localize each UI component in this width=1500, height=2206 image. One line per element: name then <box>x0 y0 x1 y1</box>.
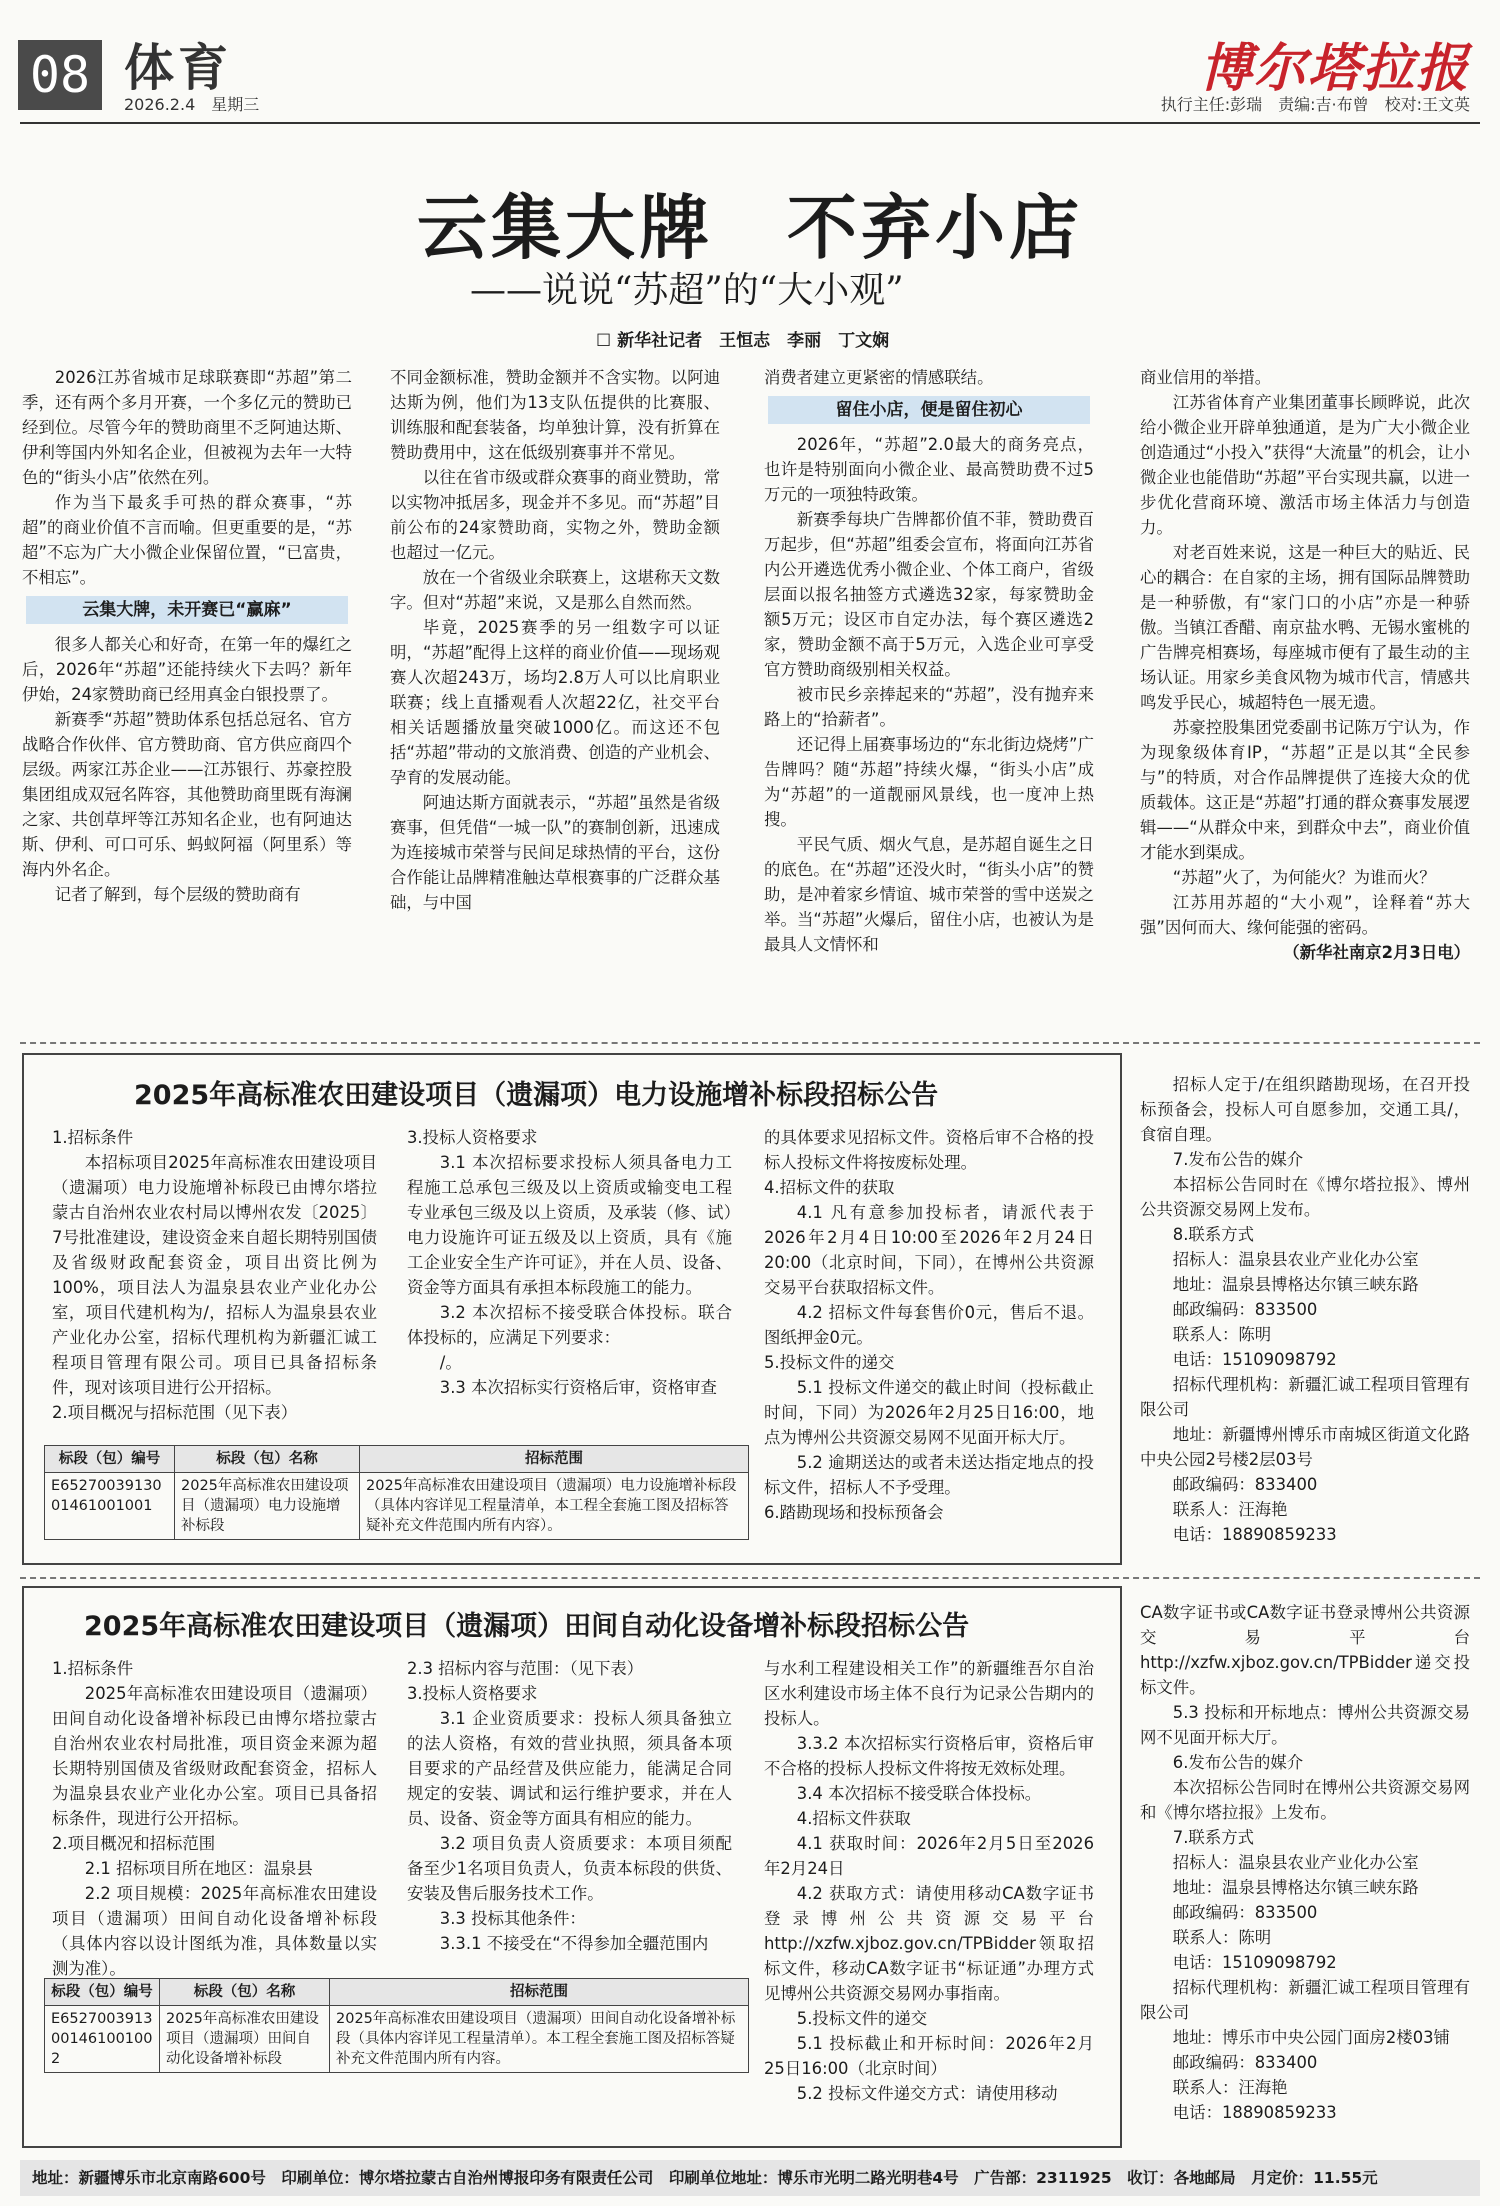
paragraph: 阿迪达斯方面就表示，“苏超”虽然是省级赛事，但凭借“一城一队”的赛制创新，迅速成为连接城市荣誉与民间足球热情的平台，这份合作能让品牌精准触达草根赛事的广泛群众基础，与中国 <box>390 793 720 912</box>
article-col-4 <box>1140 365 1470 965</box>
paragraph: 不同金额标准，赞助金额并不含实物。以阿迪达斯为例，他们为13支队伍提供的比赛服、训练服和配套装备，均单独计算，没有折算在赞助费用中，这在低级别赛事并不常见。 <box>390 368 720 462</box>
paragraph: 2.1 招标项目所在地区：温泉县 <box>84 1859 313 1878</box>
paragraph: 记者了解到，每个层级的赞助商有 <box>54 885 301 904</box>
paragraph: 放在一个省级业余联赛上，这堪称天文数字。但对“苏超”来说，又是那么自然而然。 <box>390 568 720 612</box>
paragraph: 与水利工程建设相关工作”的新疆维吾尔自治区水利建设市场主体不良行为记录公告期内的投标人。 <box>764 1659 1094 1728</box>
paragraph: 3.1 企业资质要求：投标人须具备独立的法人资格，有效的营业执照，须具备本项目要求的产品经营及供应能力，能满足合同规定的安装、调试和运行维护要求，并在人员、设备、资金等方面具有相应的能力。 <box>407 1709 732 1828</box>
table-header: 标段（包）编号 <box>45 1979 160 2006</box>
paragraph: CA数字证书或CA数字证书登录博州公共资源交易平台http://xzfw.xjboz.gov.cn/TPBidder递交投标文件。 <box>1140 1603 1470 1697</box>
dateline: （新华社南京2月3日电） <box>1283 943 1470 962</box>
paragraph: 招标代理机构：新疆汇诚工程项目管理有限公司 <box>1140 1978 1470 2022</box>
table-cell: E6527003913001461001002 <box>45 2006 160 2073</box>
editors-line: 执行主任:彭瑞 责编:吉·布曾 校对:王文英 <box>1160 95 1470 114</box>
paragraph: 本次招标公告同时在博州公共资源交易网和《博尔塔拉报》上发布。 <box>1140 1778 1470 1822</box>
paragraph: 5.1 投标截止和开标时间：2026年2月25日16:00（北京时间） <box>764 2034 1094 2078</box>
table-header: 标段（包）编号 <box>45 1446 175 1473</box>
paragraph: 2.项目概况和招标范围 <box>52 1834 216 1853</box>
paragraph: 邮政编码：833400 <box>1172 2053 1318 2072</box>
paragraph: 3.3 投标其他条件： <box>439 1909 586 1928</box>
paragraph: 被市民乡亲捧起来的“苏超”，没有抛弃来路上的“拾薪者”。 <box>764 685 1094 729</box>
paragraph: “苏超”火了，为何能火？为谁而火？ <box>1172 868 1436 887</box>
table-cell: 2025年高标准农田建设项目（遗漏项）田间自动化设备增补标段 <box>160 2006 330 2073</box>
paragraph: 对老百姓来说，这是一种巨大的贴近、民心的耦合：在自家的主场，拥有国际品牌赞助是一种骄傲，有“家门口的小店”亦是一种骄傲。当镇江香醋、南京盐水鸭、无锡水蜜桃的广告牌亮相赛场，每座城市便有了最生动的主场认证。用家乡美食风物为城市代言，情感共鸣发乎民心，城超特色一展无遗。 <box>1140 543 1470 712</box>
paragraph: 本招标项目2025年高标准农田建设项目（遗漏项）电力设施增补标段已由博尔塔拉蒙古自治州农业农村局以博州农发〔2025〕7号批准建设，建设资金来自超长期特别国债及省级财政配套资金，项目出资比例为100%，项目法人为温泉县农业产业化办公室，项目代建机构为/，招标人为温泉县农业产业化办公室，招标代理机构为新疆汇诚工程项目管理有限公司。项目已具备招标条件，现对该项目进行公开招标。 <box>52 1153 377 1397</box>
paragraph: 5.1 投标文件递交的截止时间（投标截止时间，下同）为2026年2月25日16:00，地点为博州公共资源交易网不见面开标大厅。 <box>764 1378 1094 1447</box>
section-head: 留住小店，便是留住初心 <box>768 396 1090 424</box>
paragraph: 4.1 凡有意参加投标者，请派代表于2026年2月4日10:00至2026年2月24日20:00（北京时间，下同），在博州公共资源交易平台获取招标文件。 <box>764 1203 1094 1297</box>
page-number: 08 <box>18 40 102 110</box>
paragraph: 消费者建立更紧密的情感联结。 <box>764 368 994 387</box>
issue-date <box>124 92 259 115</box>
notice-1-col-4 <box>1140 1072 1470 1547</box>
table-cell: E6527003913001461001001 <box>45 1473 175 1540</box>
notice-col <box>764 1656 1094 2106</box>
notice-title: 2025年高标准农田建设项目（遗漏项）电力设施增补标段招标公告 <box>134 1080 939 1111</box>
paragraph: 电话：15109098792 <box>1172 1953 1337 1972</box>
paragraph: 毕竟，2025赛季的另一组数字可以证明，“苏超”配得上这样的商业价值——现场观赛人次超243万，场均2.8万人可以比肩职业联赛；线上直播观看人次超22亿，社交平台相关话题播放量突破1000亿。而这还不包括“苏超”带动的文旅消费、创造的产业机会、孕育的发展动能。 <box>390 618 720 787</box>
paragraph: 的具体要求见招标文件。资格后审不合格的投标人投标文件将按废标处理。 <box>764 1128 1094 1172</box>
paragraph: 3.2 本次招标不接受联合体投标。联合体投标的，应满足下列要求： <box>407 1303 732 1347</box>
subheadline: ——说说“苏超”的“大小观” <box>470 270 904 311</box>
paragraph: 邮政编码：833400 <box>1172 1475 1318 1494</box>
paragraph: 还记得上届赛事场边的“东北街边烧烤”广告牌吗？随“苏超”持续火爆，“街头小店”成为“苏超”的一道靓丽风景线，也一度冲上热搜。 <box>764 735 1094 829</box>
table-cell: 2025年高标准农田建设项目（遗漏项）电力设施增补标段 <box>175 1473 360 1540</box>
paragraph: 2026年，“苏超”2.0最大的商务亮点，也许是特别面向小微企业、最高赞助费不过5万元的一项独特政策。 <box>764 435 1094 504</box>
notice-col <box>52 1656 377 1981</box>
table-header-row <box>45 1979 749 2006</box>
paragraph: 联系人：汪海艳 <box>1172 1500 1288 1519</box>
bid-table <box>44 1445 749 1540</box>
paragraph: 联系人：汪海艳 <box>1172 2078 1288 2097</box>
notice-col <box>407 1656 732 1956</box>
paragraph: 本招标公告同时在《博尔塔拉报》、博州公共资源交易网上发布。 <box>1140 1175 1470 1219</box>
section-title: 体育 <box>124 39 232 97</box>
paragraph: 5.投标文件的递交 <box>796 2009 928 2028</box>
paragraph: 3.投标人资格要求 <box>407 1128 538 1147</box>
paragraph: 招标代理机构：新疆汇诚工程项目管理有限公司 <box>1140 1375 1470 1419</box>
paragraph: 2.3 招标内容与范围：（见下表） <box>407 1659 644 1678</box>
header-rule <box>20 122 1480 124</box>
paragraph: 3.4 本次招标不接受联合体投标。 <box>796 1784 1042 1803</box>
paragraph: 2.2 项目规模：2025年高标准农田建设项目（遗漏项）田间自动化设备增补标段（具体内容以设计图纸为准，具体数量以实测为准）。 <box>52 1884 377 1978</box>
byline-box-icon: ☐ <box>596 331 618 351</box>
paragraph: 3.3.1 不接受在“不得参加全疆范围内 <box>439 1934 709 1953</box>
paragraph: 4.2 招标文件每套售价0元，售后不退。图纸押金0元。 <box>764 1303 1094 1347</box>
table-cell: 2025年高标准农田建设项目（遗漏项）电力设施增补标段（具体内容详见工程量清单，本工程全套施工图及招标答疑补充文件范围内所有内容）。 <box>360 1473 749 1540</box>
byline-text: 新华社记者 王恒志 李丽 丁文娴 <box>617 331 890 351</box>
article-col-1 <box>22 365 352 907</box>
paragraph: 地址：新疆博州博乐市南城区街道文化路中央公园2号楼2层03号 <box>1140 1425 1470 1469</box>
paragraph: 4.招标文件的获取 <box>764 1178 895 1197</box>
paragraph: 地址：温泉县博格达尔镇三峡东路 <box>1172 1878 1419 1897</box>
paragraph: 4.招标文件获取 <box>796 1809 911 1828</box>
headline: 云集大牌 不弃小店 <box>417 186 1083 269</box>
table-header-row <box>45 1446 749 1473</box>
article-col-2 <box>390 365 720 915</box>
paragraph: 招标人：温泉县农业产业化办公室 <box>1172 1250 1419 1269</box>
notice-col <box>407 1125 732 1400</box>
paragraph: 2026江苏省城市足球联赛即“苏超”第二季，还有两个多月开赛，一个多亿元的赞助已经到位。尽管今年的赞助商里不乏阿迪达斯、伊利等国内外知名企业，但被视为去年一大特色的“街头小店”依然在列。 <box>22 368 352 487</box>
table-cell: 2025年高标准农田建设项目（遗漏项）田间自动化设备增补标段（具体内容详见工程量清单）。本工程全套施工图及招标答疑补充文件范围内所有内容。 <box>330 2006 749 2073</box>
paragraph: 4.2 获取方式：请使用移动CA数字证书登录博州公共资源交易平台http://xzfw.xjboz.gov.cn/TPBidder领取招标文件，移动CA数字证书“标证通”办理方式见博州公共资源交易网办事指南。 <box>764 1884 1094 2003</box>
date: 2026.2.4 <box>124 95 196 114</box>
table-header: 标段（包）名称 <box>175 1446 360 1473</box>
paragraph: 新赛季“苏超”赞助体系包括总冠名、官方战略合作伙伴、官方赞助商、官方供应商四个层级。两家江苏企业——江苏银行、苏豪控股集团组成双冠名阵容，其他赞助商里既有海澜之家、共创草坪等江苏知名企业，也有阿迪达斯、伊利、可口可乐、蚂蚁阿福（阿里系）等海内外名企。 <box>22 710 352 879</box>
paragraph: 电话：15109098792 <box>1172 1350 1337 1369</box>
paragraph: 5.2 投标文件递交方式：请使用移动 <box>796 2084 1058 2103</box>
divider <box>20 1042 1480 1044</box>
paragraph: /。 <box>439 1353 462 1372</box>
paragraph: 以往在省市级或群众赛事的商业赞助，常以实物冲抵居多，现金并不多见。而“苏超”目前公布的24家赞助商，实物之外，赞助金额也超过一亿元。 <box>390 468 720 562</box>
table-row <box>45 1473 749 1540</box>
paragraph: 3.投标人资格要求 <box>407 1684 538 1703</box>
paragraph: 3.3 本次招标实行资格后审，资格审查 <box>439 1378 717 1397</box>
divider <box>20 1577 1480 1579</box>
paragraph: 地址：博乐市中央公园门面房2楼03铺 <box>1172 2028 1450 2047</box>
paragraph: 招标人：温泉县农业产业化办公室 <box>1172 1853 1419 1872</box>
paragraph: 1.招标条件 <box>52 1659 134 1678</box>
paragraph: 邮政编码：833500 <box>1172 1300 1318 1319</box>
paragraph: 5.2 逾期送达的或者未送达指定地点的投标文件，招标人不予受理。 <box>764 1453 1094 1497</box>
notice-col <box>764 1125 1094 1525</box>
weekday: 星期三 <box>211 95 260 114</box>
tender-notice-1 <box>22 1053 1122 1565</box>
paragraph: 7.发布公告的媒介 <box>1172 1150 1304 1169</box>
notice-title: 2025年高标准农田建设项目（遗漏项）田间自动化设备增补标段招标公告 <box>84 1611 970 1642</box>
table-header: 招标范围 <box>330 1979 749 2006</box>
paragraph: 8.联系方式 <box>1172 1225 1254 1244</box>
tender-notice-2 <box>22 1586 1122 2148</box>
paragraph: 平民气质、烟火气息，是苏超自诞生之日的底色。在“苏超”还没火时，“街头小店”的赞助，是冲着家乡情谊、城市荣誉的雪中送炭之举。当“苏超”火爆后，留住小店，也被认为是最具人文情怀和 <box>764 835 1094 954</box>
paragraph: 电话：18890859233 <box>1172 2103 1337 2122</box>
paragraph: 新赛季每块广告牌都价值不菲，赞助费百万起步，但“苏超”组委会宣布，将面向江苏省内公开遴选优秀小微企业、个体工商户，省级层面以报名抽签方式遴选32家，每家赞助金额5万元；设区市自定办法，每个赛区遴选2家，赞助金额不高于5万元，入选企业可享受官方赞助商级别相关权益。 <box>764 510 1094 679</box>
paragraph: 4.1 获取时间：2026年2月5日至2026年2月24日 <box>764 1834 1094 1878</box>
paragraph: 很多人都关心和好奇，在第一年的爆红之后，2026年“苏超”还能持续火下去吗？新年伊始，24家赞助商已经用真金白银投票了。 <box>22 635 352 704</box>
paragraph: 5.3 投标和开标地点：博州公共资源交易网不见面开标大厅。 <box>1140 1703 1470 1747</box>
article-col-3 <box>764 365 1094 957</box>
paragraph: 联系人：陈明 <box>1172 1928 1272 1947</box>
notice-2-col-4 <box>1140 1600 1470 2125</box>
masthead-logo: 博尔塔拉报 <box>1199 38 1470 99</box>
paragraph: 地址：温泉县博格达尔镇三峡东路 <box>1172 1275 1419 1294</box>
table-header: 标段（包）名称 <box>160 1979 330 2006</box>
paragraph: 6.发布公告的媒介 <box>1172 1753 1304 1772</box>
paragraph: 1.招标条件 <box>52 1128 134 1147</box>
paragraph: 3.2 项目负责人资质要求：本项目须配备至少1名项目负责人，负责本标段的供货、安装及售后服务技术工作。 <box>407 1834 732 1903</box>
paragraph: 作为当下最炙手可热的群众赛事，“苏超”的商业价值不言而喻。但更重要的是，“苏超”不忘为广大小微企业保留位置，“已富贵，不相忘”。 <box>22 493 352 587</box>
paragraph: 6.踏勘现场和投标预备会 <box>764 1503 944 1522</box>
paragraph: 苏豪控股集团党委副书记陈万宁认为，作为现象级体育IP，“苏超”正是以其“全民参与”的特质，对合作品牌提供了连接大众的优质载体。这正是“苏超”打通的群众赛事发展逻辑——“从群众中来，到群众中去”，商业价值才能水到渠成。 <box>1140 718 1470 862</box>
paragraph: 3.1 本次招标要求投标人须具备电力工程施工总承包三级及以上资质或输变电工程专业承包三级及以上资质，及承装（修、试）电力设施许可证五级及以上资质，具有《施工企业安全生产许可证》，并在人员、设备、资金等方面具有承担本标段施工的能力。 <box>407 1153 732 1297</box>
paragraph: 招标人定于/在组织踏勘现场，在召开投标预备会，投标人可自愿参加，交通工具/，食宿自理。 <box>1140 1075 1470 1144</box>
notice-col <box>52 1125 377 1425</box>
paragraph: 2.项目概况与招标范围（见下表） <box>52 1403 298 1422</box>
paragraph: 2025年高标准农田建设项目（遗漏项）田间自动化设备增补标段已由博尔塔拉蒙古自治州农业农村局批准，项目资金来源为超长期特别国债及省级财政配套资金，招标人为温泉县农业产业化办公室。项目已具备招标条件，现进行公开招标。 <box>52 1684 377 1828</box>
paragraph: 邮政编码：833500 <box>1172 1903 1318 1922</box>
bid-table <box>44 1978 749 2073</box>
section-head: 云集大牌，未开赛已“赢麻” <box>26 596 348 624</box>
paragraph: 江苏省体育产业集团董事长顾晔说，此次给小微企业开辟单独通道，是为广大小微企业创造通过“小投入”获得“大流量”的机会，让小微企业也能借助“苏超”平台实现共赢，以进一步优化营商环境、激活市场主体活力与创造力。 <box>1140 393 1470 537</box>
paragraph: 5.投标文件的递交 <box>764 1353 895 1372</box>
byline <box>596 326 889 351</box>
paragraph: 7.联系方式 <box>1172 1828 1254 1847</box>
paragraph: 3.3.2 本次招标实行资格后审，资格后审不合格的投标人投标文件将按无效标处理。 <box>764 1734 1094 1778</box>
paragraph: 江苏用苏超的“大小观”，诠释着“苏大强”因何而大、缘何能强的密码。 <box>1140 893 1470 937</box>
table-header: 招标范围 <box>360 1446 749 1473</box>
paragraph: 电话：18890859233 <box>1172 1525 1337 1544</box>
paragraph: 联系人：陈明 <box>1172 1325 1272 1344</box>
footer-bar: 地址：新疆博乐市北京南路600号 印刷单位：博尔塔拉蒙古自治州博报印务有限责任公司 印刷单位地址：博乐市光明二路光明巷4号 广告部：2311925 收订：各地邮局 月定价：11.55元 <box>20 2160 1480 2196</box>
table-row <box>45 2006 749 2073</box>
paragraph: 商业信用的举措。 <box>1140 368 1272 387</box>
